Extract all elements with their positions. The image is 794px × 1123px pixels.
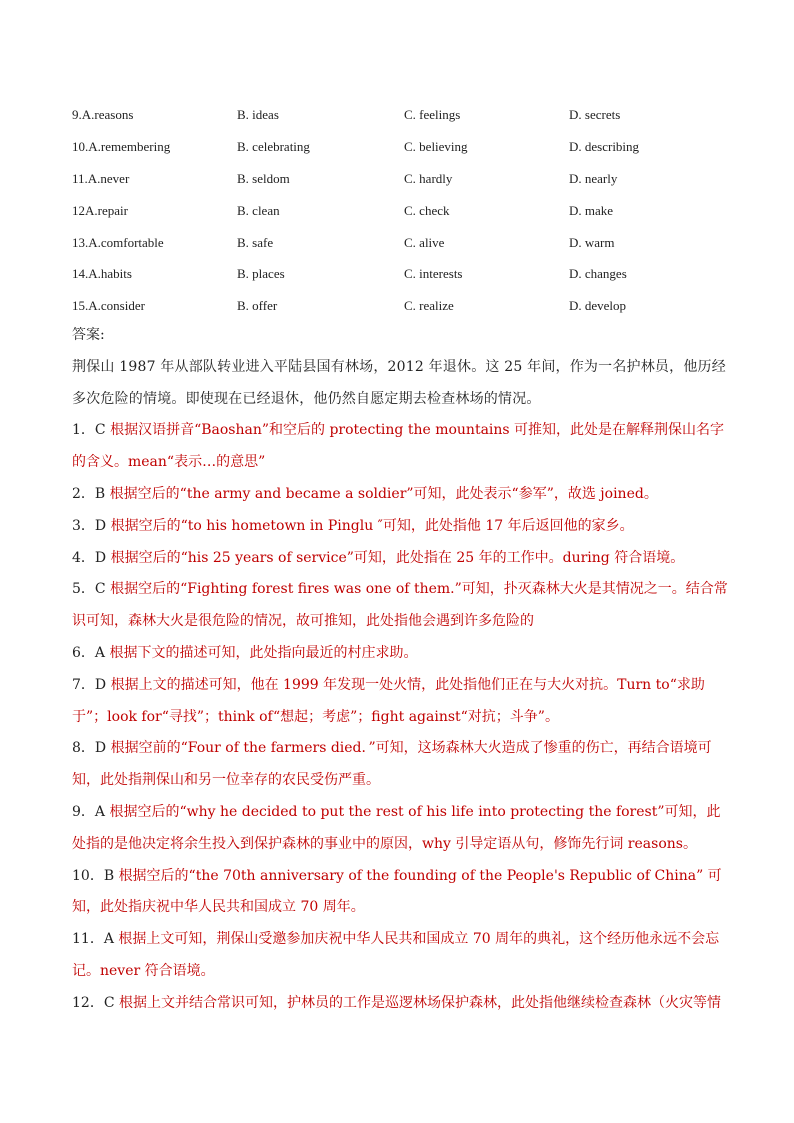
option-b: B. clean (237, 202, 280, 218)
explanation-item (72, 511, 732, 543)
answers-section (72, 320, 732, 1020)
item-text: 根据上文并结合常识可知，护林员的工作是巡逻林场保护森林，此处指他继续检查森林（火灾等情 (118, 994, 721, 1011)
item-text: 根据上文可知，荆保山受邀参加庆祝中华人民共和国成立 70 周年的典礼，这个经历他永远不会忘记。never 符合语境。 (72, 931, 720, 979)
item-number: 10．B (72, 867, 119, 884)
option-b: B. seldom (237, 170, 290, 186)
item-text: 根据空后的“his 25 years of service”可知，此处指在 25 年的工作中。during 符合语境。 (110, 549, 685, 566)
option-row (72, 227, 752, 259)
item-number: 1．C (72, 422, 111, 439)
option-c: C. alive (404, 234, 445, 250)
option-row (72, 131, 752, 163)
option-d: D. develop (569, 298, 627, 314)
option-d: D. make (569, 202, 614, 218)
explanation-item (72, 733, 732, 797)
option-b: B. ideas (237, 106, 279, 122)
item-text: 根据空后的“the army and became a soldier”可知，此处表示“参军”，故选 joined。 (109, 485, 658, 502)
explanation-item (72, 479, 732, 511)
answer-explanations (72, 415, 732, 1019)
option-b: B. offer (237, 298, 278, 314)
answers-label: 答案: (72, 327, 105, 343)
explanation-item (72, 861, 732, 925)
item-number: 7．D (72, 676, 111, 693)
explanation-item (72, 543, 732, 575)
item-text: 根据空后的“Fighting forest fires was one of them.”可知，扑灭森林大火是其情况之一。结合常识可知，森林大火是很危险的情况，故可推知，此处指他会遇到许多危险的 (72, 581, 728, 630)
passage-summary: 荆保山 1987 年从部队转业进入平陆县国有林场，2012 年退休。这 25 年间，作为一名护林员，他历经多次危险的情境。即使现在已经退休，他仍然自愿定期去检查林场的情况。 (72, 358, 726, 407)
option-b: B. places (237, 266, 285, 282)
explanation-item (72, 415, 732, 479)
item-number: 11．A (72, 931, 119, 948)
option-a: 13.A.comfortable (72, 234, 164, 250)
item-number: 9．A (72, 803, 110, 820)
option-c: C. hardly (404, 170, 453, 186)
option-a: 9.A.reasons (72, 106, 134, 122)
item-text: 根据空后的“why he decided to put the rest of his life into protecting the forest”可知，此处指的是他决定将余生投入到保护森林的事业中的原因，why 引导定语从句，修饰先行词 reasons。 (72, 803, 721, 852)
explanation-item (72, 924, 732, 988)
option-a: 15.A.consider (72, 298, 145, 314)
option-c: C. feelings (404, 106, 461, 122)
option-a: 10.A.remembering (72, 138, 171, 154)
item-number: 5．C (72, 581, 111, 598)
option-d: D. nearly (569, 170, 618, 186)
item-number: 8．D (72, 740, 111, 757)
option-a: 12A.repair (72, 202, 128, 218)
option-a: 14.A.habits (72, 266, 132, 282)
item-number: 2．B (72, 485, 110, 502)
item-text: 根据空前的“Four of the farmers died．”可知，这场森林大火造成了惨重的伤亡，再结合语境可知，此处指荆保山和另一位幸存的农民受伤严重。 (72, 740, 712, 789)
option-row (72, 195, 752, 227)
option-row (72, 99, 752, 131)
option-c: C. realize (404, 298, 454, 314)
item-text: 根据空后的“the 70th anniversary of the founding of the People's Republic of China” 可知，此处指庆祝中华人民共和国成立 70 周年。 (72, 867, 722, 916)
item-text: 根据汉语拼音“Baoshan”和空后的 protecting the mountains 可推知，此处是在解释荆保山名字的含义。mean“表示…的意思” (72, 422, 725, 471)
option-d: D. describing (569, 138, 640, 154)
item-number: 3．D (72, 517, 111, 534)
option-a: 11.A.never (72, 170, 130, 186)
option-row (72, 258, 752, 290)
option-d: D. secrets (569, 106, 621, 122)
item-text: 根据上文的描述可知，他在 1999 年发现一处火情，此处指他们正在与大火对抗。Turn to“求助于”；look for“寻找”；think of“想起；考虑”；fight against“对抗；斗争”。 (72, 676, 705, 725)
option-d: D. warm (569, 234, 615, 250)
explanation-item (72, 638, 732, 670)
explanation-item (72, 670, 732, 734)
option-row (72, 290, 752, 322)
item-number: 4．D (72, 549, 111, 566)
option-b: B. safe (237, 234, 274, 250)
option-c: C. believing (404, 138, 468, 154)
option-c: C. interests (404, 266, 463, 282)
explanation-item (72, 797, 732, 861)
item-text: 根据下文的描述可知，此处指向最近的村庄求助。 (109, 644, 418, 661)
explanation-item (72, 574, 732, 638)
options-table (72, 99, 752, 322)
item-number: 12．C (72, 994, 119, 1011)
option-d: D. changes (569, 266, 627, 282)
option-b: B. celebrating (237, 138, 310, 154)
option-c: C. check (404, 202, 450, 218)
option-row (72, 163, 752, 195)
explanation-item (72, 988, 732, 1020)
item-number: 6．A (72, 644, 110, 661)
item-text: 根据空后的“to his hometown in Pinglu ″可知，此处指他 17 年后返回他的家乡。 (110, 517, 634, 534)
